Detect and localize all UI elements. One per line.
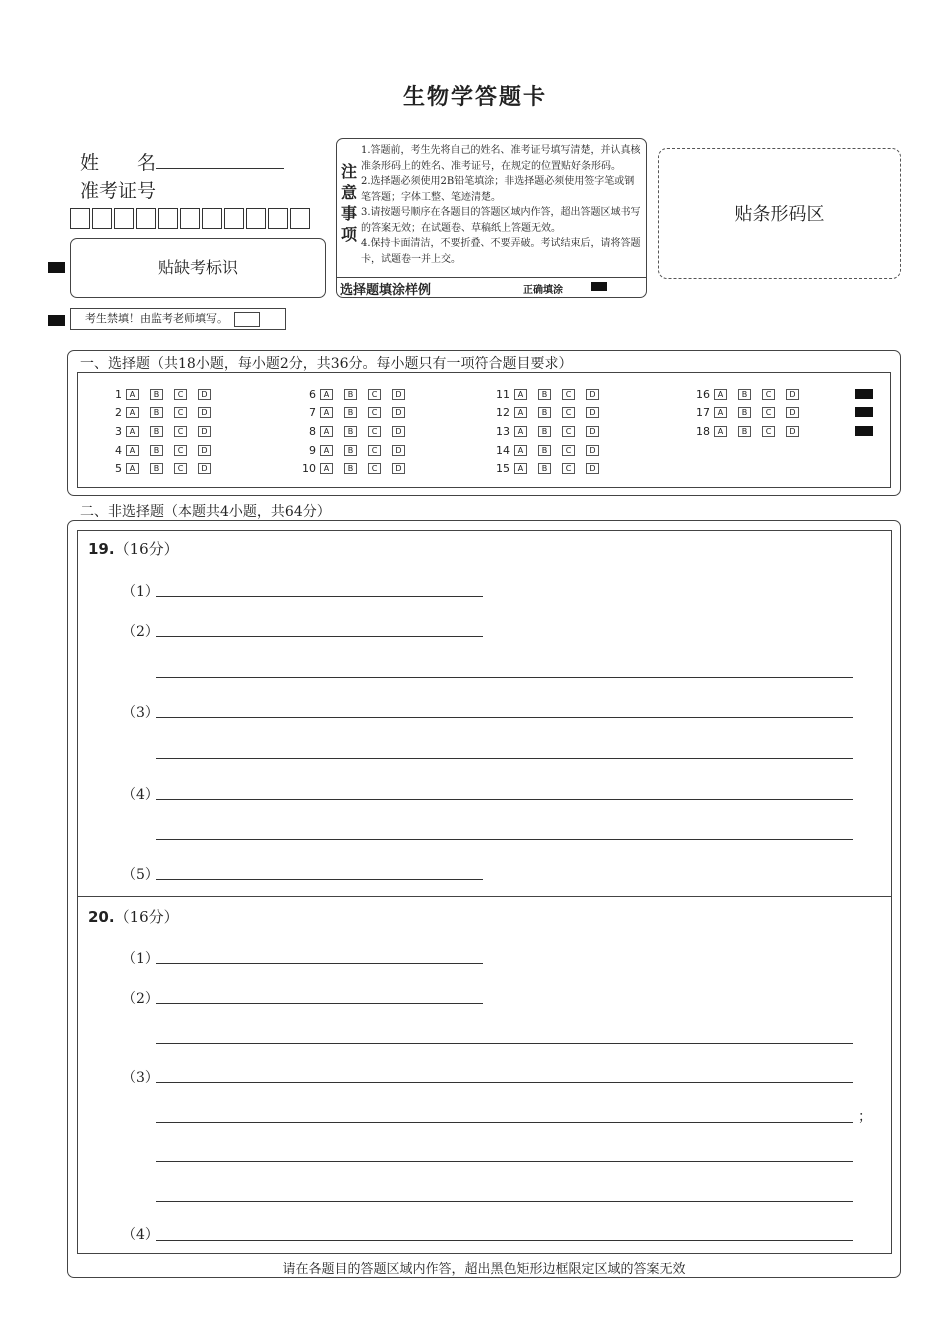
option-bubble[interactable]: C [762,389,775,400]
option-bubble[interactable]: A [126,463,139,474]
choice-question-number: 3 [115,425,122,438]
option-bubble[interactable]: B [738,407,751,418]
answer-line[interactable] [156,1122,853,1123]
missing-exam-sticker-area: 贴缺考标识 [70,238,326,298]
answer-line[interactable] [156,1043,853,1044]
option-bubble[interactable]: A [320,445,333,456]
choice-question-number: 5 [115,462,122,475]
filled-sample-mark [591,282,607,291]
correct-fill-label: 正确填涂 [523,285,563,296]
option-bubble[interactable]: D [392,407,405,418]
option-bubble[interactable]: D [392,389,405,400]
answer-line[interactable] [156,636,483,637]
proctor-box [70,308,286,330]
option-bubble[interactable]: D [392,426,405,437]
answer-line[interactable] [156,1161,853,1162]
option-bubble[interactable]: D [586,426,599,437]
option-bubble[interactable]: A [126,389,139,400]
option-bubble[interactable]: A [514,389,527,400]
proctor-checkbox[interactable] [234,312,260,327]
option-bubble[interactable]: A [514,426,527,437]
option-bubble[interactable]: A [714,389,727,400]
option-bubble[interactable]: A [514,445,527,456]
option-bubble[interactable]: C [368,426,381,437]
choice-question [492,406,610,419]
option-bubble[interactable]: A [514,463,527,474]
q19-number: 19. [88,540,115,558]
option-bubble[interactable]: D [586,463,599,474]
option-bubble[interactable]: B [538,389,551,400]
q20-part-2: （2） [122,991,159,1007]
option-bubble[interactable]: B [344,445,357,456]
choice-question [298,425,416,438]
notice-box [336,138,647,298]
option-bubble[interactable]: A [126,445,139,456]
alignment-mark [48,262,65,273]
notice-item: 1.答题前，考生先将自己的姓名、准考证号填写清楚，并认真核准条形码上的姓名、准考证号，在规定的位置贴好条形码。 [361,145,641,172]
option-bubble[interactable]: B [150,426,163,437]
proctor-note: 考生禁填！由监考老师填写。 [85,312,228,325]
answer-line[interactable] [156,596,483,597]
option-bubble[interactable]: A [714,407,727,418]
option-bubble[interactable]: B [344,463,357,474]
option-bubble[interactable]: C [762,426,775,437]
option-bubble[interactable]: C [368,445,381,456]
option-bubble[interactable]: D [198,445,211,456]
section2-title: 二、非选择题（本题共4小题，共64分） [80,504,331,520]
answer-line[interactable] [156,839,853,840]
option-bubble[interactable]: D [586,445,599,456]
choice-question [692,388,810,401]
choice-question-number: 9 [309,444,316,457]
option-bubble[interactable]: D [786,389,799,400]
q20-points: （16分） [114,908,179,926]
choice-question [492,425,610,438]
answer-line[interactable] [156,717,853,718]
option-bubble[interactable]: D [198,389,211,400]
option-bubble[interactable]: D [392,445,405,456]
option-bubble[interactable]: C [174,463,187,474]
name-label-text: 姓 名 [80,152,157,174]
choice-question [492,388,610,401]
q19-points: （16分） [114,540,179,558]
id-label: 准考证号 [80,180,157,202]
option-bubble[interactable]: D [392,463,405,474]
answer-line[interactable] [156,1003,483,1004]
choice-question [104,406,222,419]
choice-question-number: 11 [496,388,510,401]
option-bubble[interactable]: D [786,426,799,437]
choice-question-number: 4 [115,444,122,457]
choice-question-number: 1 [115,388,122,401]
option-bubble[interactable]: B [344,426,357,437]
choice-question [492,462,610,475]
q19-part-1: （1） [122,584,159,600]
choice-question [104,425,222,438]
choice-question-number: 15 [496,462,510,475]
q20-number: 20. [88,908,115,926]
q20-part-3: （3） [122,1070,159,1086]
name-field[interactable] [156,148,284,169]
notice-item: 3.请按题号顺序在各题目的答题区域内作答，超出答题区域书写的答案无效；在试题卷、草稿纸上答题无效。 [361,207,641,234]
answer-line[interactable] [156,1240,853,1241]
choice-question-number: 13 [496,425,510,438]
option-bubble[interactable]: C [174,389,187,400]
q19-part-2: （2） [122,624,159,640]
footer-note: 请在各题目的答题区域内作答，超出黑色矩形边框限定区域的答案无效 [282,1262,686,1277]
option-bubble[interactable]: D [198,463,211,474]
answer-line[interactable] [156,879,483,880]
sample-label: 选择题填涂样例 [340,283,432,298]
id-number-boxes[interactable] [70,208,312,229]
option-bubble[interactable]: A [514,407,527,418]
notice-item: 2.选择题必须使用2B铅笔填涂；非选择题必须使用签字笔或钢笔答题；字体工整、笔迹清楚。 [361,176,635,203]
option-bubble[interactable]: C [368,407,381,418]
answer-frame [77,530,892,1254]
choice-question-number: 2 [115,406,122,419]
answer-line[interactable] [156,963,483,964]
answer-line[interactable] [156,1082,853,1083]
alignment-mark [855,426,873,436]
option-bubble[interactable]: A [320,389,333,400]
choice-question-number: 10 [302,462,316,475]
option-bubble[interactable]: C [562,389,575,400]
choice-question [104,444,222,457]
option-bubble[interactable]: C [562,463,575,474]
option-bubble[interactable]: B [150,389,163,400]
option-bubble[interactable]: C [174,426,187,437]
alignment-mark [855,389,873,399]
notice-heading: 注意事项 [340,162,357,244]
option-bubble[interactable]: A [714,426,727,437]
answer-line[interactable] [156,677,853,678]
answer-line[interactable] [156,799,853,800]
choice-question-number: 7 [309,406,316,419]
choice-question [298,406,416,419]
option-bubble[interactable]: B [150,445,163,456]
option-bubble[interactable]: C [762,407,775,418]
choice-question [104,388,222,401]
answer-line[interactable] [156,758,853,759]
option-bubble[interactable]: B [344,407,357,418]
option-bubble[interactable]: A [320,426,333,437]
option-bubble[interactable]: C [174,445,187,456]
choice-question-number: 17 [696,406,710,419]
option-bubble[interactable]: D [786,407,799,418]
alignment-mark [48,315,65,326]
choice-question [692,425,810,438]
q20-header [88,906,179,927]
option-bubble[interactable]: B [738,426,751,437]
option-bubble[interactable]: C [368,463,381,474]
answer-line[interactable] [156,1201,853,1202]
choice-question-number: 14 [496,444,510,457]
q19-part-5: （5） [122,867,159,883]
q20-part-1: （1） [122,951,159,967]
alignment-mark [855,407,873,417]
question-divider [77,896,892,897]
option-bubble[interactable]: A [320,407,333,418]
option-bubble[interactable]: C [562,445,575,456]
option-bubble[interactable]: C [174,407,187,418]
choice-question-number: 18 [696,425,710,438]
q19-header [88,538,179,559]
name-label [80,148,284,175]
option-bubble[interactable]: A [126,407,139,418]
option-bubble[interactable]: A [320,463,333,474]
notice-item: 4.保持卡面清洁，不要折叠、不要弄破。考试结束后，请将答题卡，试题卷一并上交。 [361,238,641,265]
choice-question-number: 8 [309,425,316,438]
notice-footer [337,277,646,297]
section1-title: 一、选择题（共18小题，每小题2分，共36分。每小题只有一项符合题目要求） [80,353,577,373]
notice-list [361,143,643,267]
option-bubble[interactable]: B [538,407,551,418]
option-bubble[interactable]: C [368,389,381,400]
choice-question-number: 16 [696,388,710,401]
choice-question [298,388,416,401]
option-bubble[interactable]: B [150,407,163,418]
q20-semicolon: ； [858,1109,872,1125]
option-bubble[interactable]: A [126,426,139,437]
choice-question [104,462,222,475]
option-bubble[interactable]: B [344,389,357,400]
option-bubble[interactable]: D [198,426,211,437]
option-bubble[interactable]: D [586,407,599,418]
option-bubble[interactable]: B [150,463,163,474]
barcode-area: 贴条形码区 [658,148,901,279]
option-bubble[interactable]: B [738,389,751,400]
page-title: 生物学答题卡 [402,84,547,110]
choice-question [692,406,810,419]
option-bubble[interactable]: C [562,407,575,418]
q20-part-4: （4） [122,1227,159,1243]
q19-part-4: （4） [122,787,159,803]
q19-part-3: （3） [122,705,159,721]
option-bubble[interactable]: D [198,407,211,418]
option-bubble[interactable]: D [586,389,599,400]
option-bubble[interactable]: B [538,463,551,474]
choice-question [492,444,610,457]
option-bubble[interactable]: B [538,426,551,437]
option-bubble[interactable]: B [538,445,551,456]
choice-question-number: 12 [496,406,510,419]
choice-question-number: 6 [309,388,316,401]
choice-question [298,462,416,475]
option-bubble[interactable]: C [562,426,575,437]
choice-question [298,444,416,457]
